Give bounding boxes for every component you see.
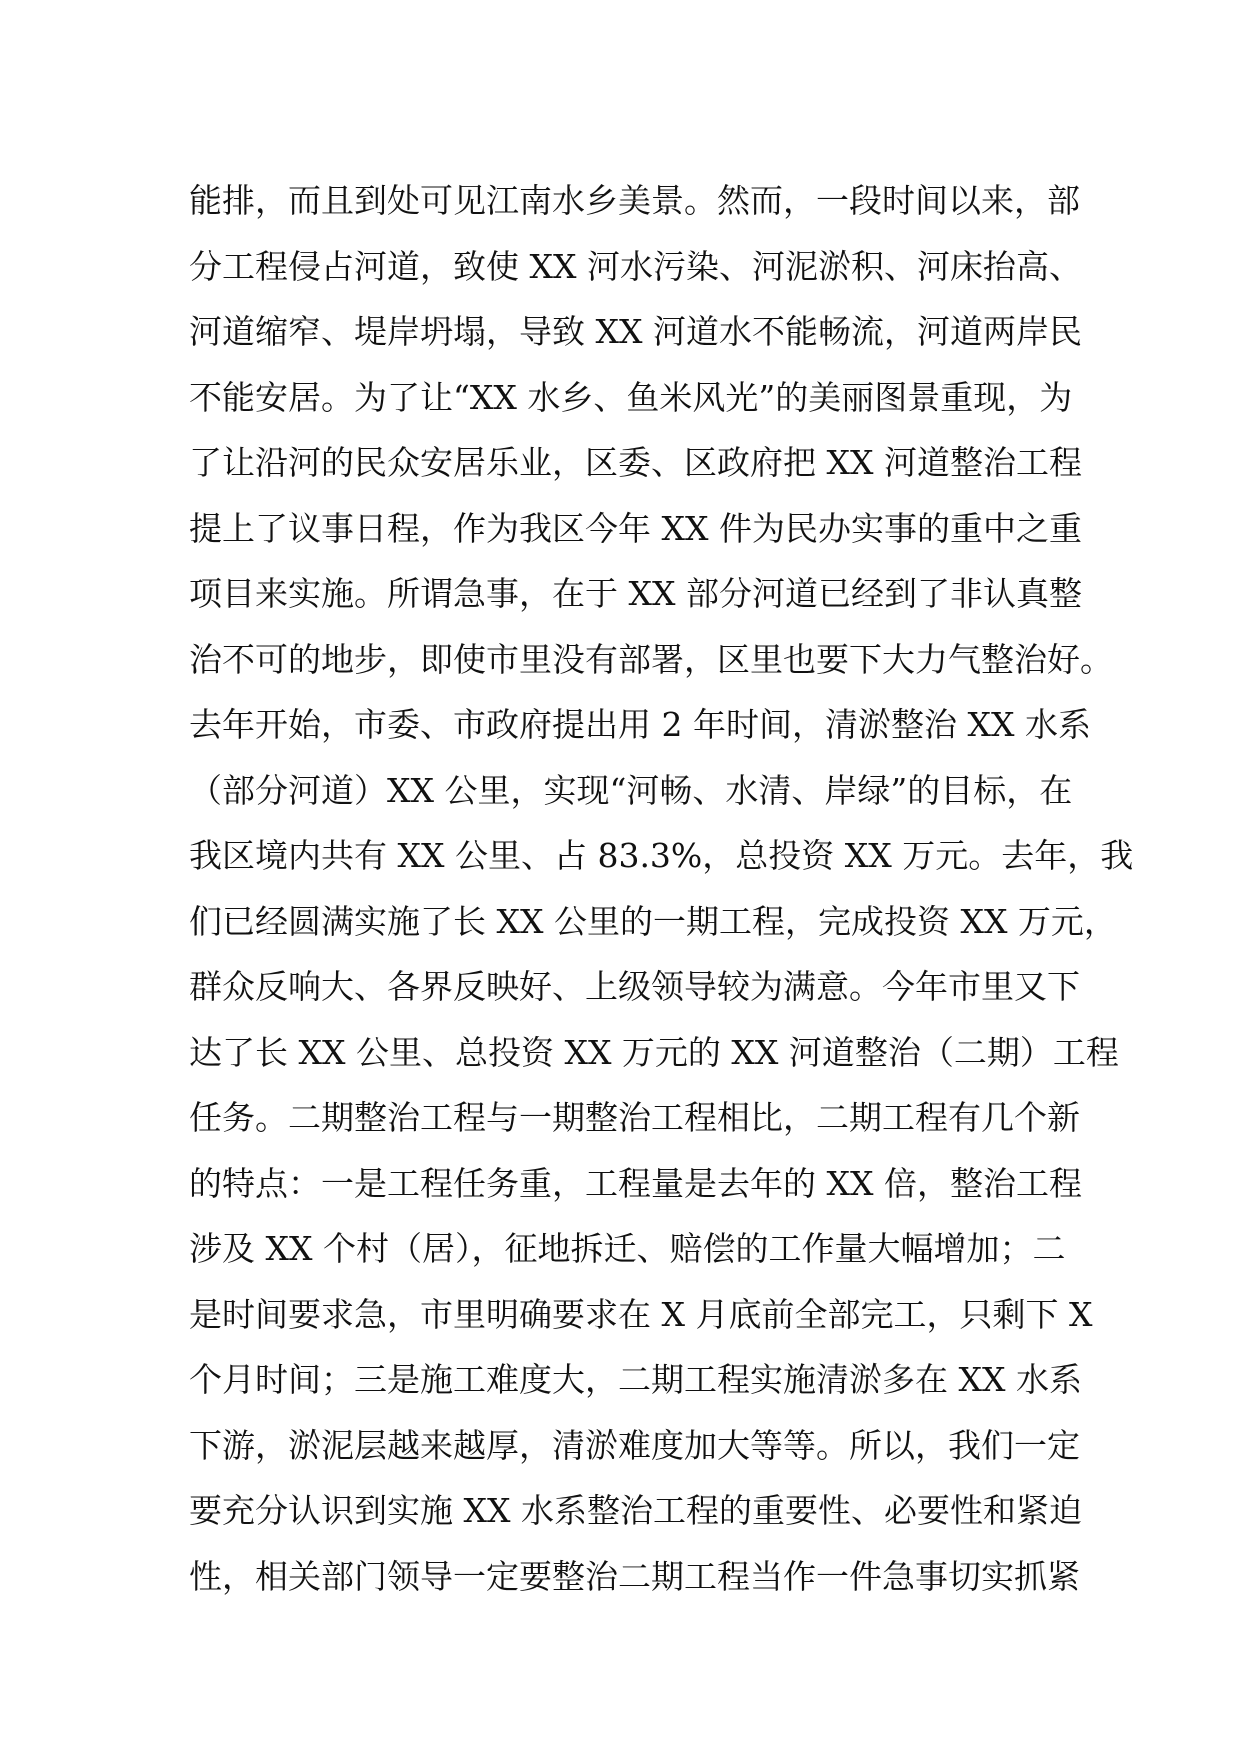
text-line: （部分河道）XX 公里，实现“河畅、水清、岸绿”的目标，在 <box>189 770 1073 810</box>
text-line: 河道缩窄、堤岸坍塌，导致 XX 河道水不能畅流，河道两岸民 <box>189 312 1082 351</box>
text-line: 了让沿河的民众安居乐业，区委、区政府把 XX 河道整治工程 <box>189 443 1082 482</box>
text-line: 能排，而且到处可见江南水乡美景。然而，一段时间以来，部 <box>189 181 1080 220</box>
text-line: 分工程侵占河道，致使 XX 河水污染、河泥淤积、河床抬高、 <box>189 246 1082 286</box>
text-line: 去年开始，市委、市政府提出用 2 年时间，清淤整治 XX 水系 <box>189 705 1091 744</box>
body-paragraph <box>189 168 1134 1609</box>
text-line: 下游，淤泥层越来越厚，清淤难度加大等等。所以，我们一定 <box>189 1425 1080 1465</box>
text-line: 涉及 XX 个村（居），征地拆迁、赔偿的工作量大幅增加；二 <box>189 1229 1066 1268</box>
text-line: 性，相关部门领导一定要整治二期工程当作一件急事切实抓紧 <box>189 1556 1080 1596</box>
text-line: 是时间要求急，市里明确要求在 X 月底前全部完工，只剩下 X <box>189 1294 1093 1334</box>
text-line: 任务。二期整治工程与一期整治工程相比，二期工程有几个新 <box>189 1098 1080 1137</box>
text-line: 治不可的地步，即使市里没有部署，区里也要下大力气整治好。 <box>189 639 1113 679</box>
text-line: 达了长 XX 公里、总投资 XX 万元的 XX 河道整治（二期）工程 <box>189 1032 1119 1072</box>
text-line: 提上了议事日程，作为我区今年 XX 件为民办实事的重中之重 <box>189 508 1082 548</box>
text-line: 的特点：一是工程任务重，工程量是去年的 XX 倍，整治工程 <box>189 1163 1082 1203</box>
text-line: 个月时间；三是施工难度大，二期工程实施清淤多在 XX 水系 <box>189 1360 1082 1399</box>
text-line: 项目来实施。所谓急事，在于 XX 部分河道已经到了非认真整 <box>189 574 1082 613</box>
text-line: 不能安居。为了让“XX 水乡、鱼米风光”的美丽图景重现，为 <box>189 377 1073 417</box>
text-line: 要充分认识到实施 XX 水系整治工程的重要性、必要性和紧迫 <box>189 1491 1082 1530</box>
text-line: 们已经圆满实施了长 XX 公里的一期工程，完成投资 XX 万元， <box>189 901 1117 941</box>
text-line: 我区境内共有 XX 公里、占 83.3%，总投资 XX 万元。去年，我 <box>189 836 1134 875</box>
text-line: 群众反响大、各界反映好、上级领导较为满意。今年市里又下 <box>189 967 1080 1006</box>
